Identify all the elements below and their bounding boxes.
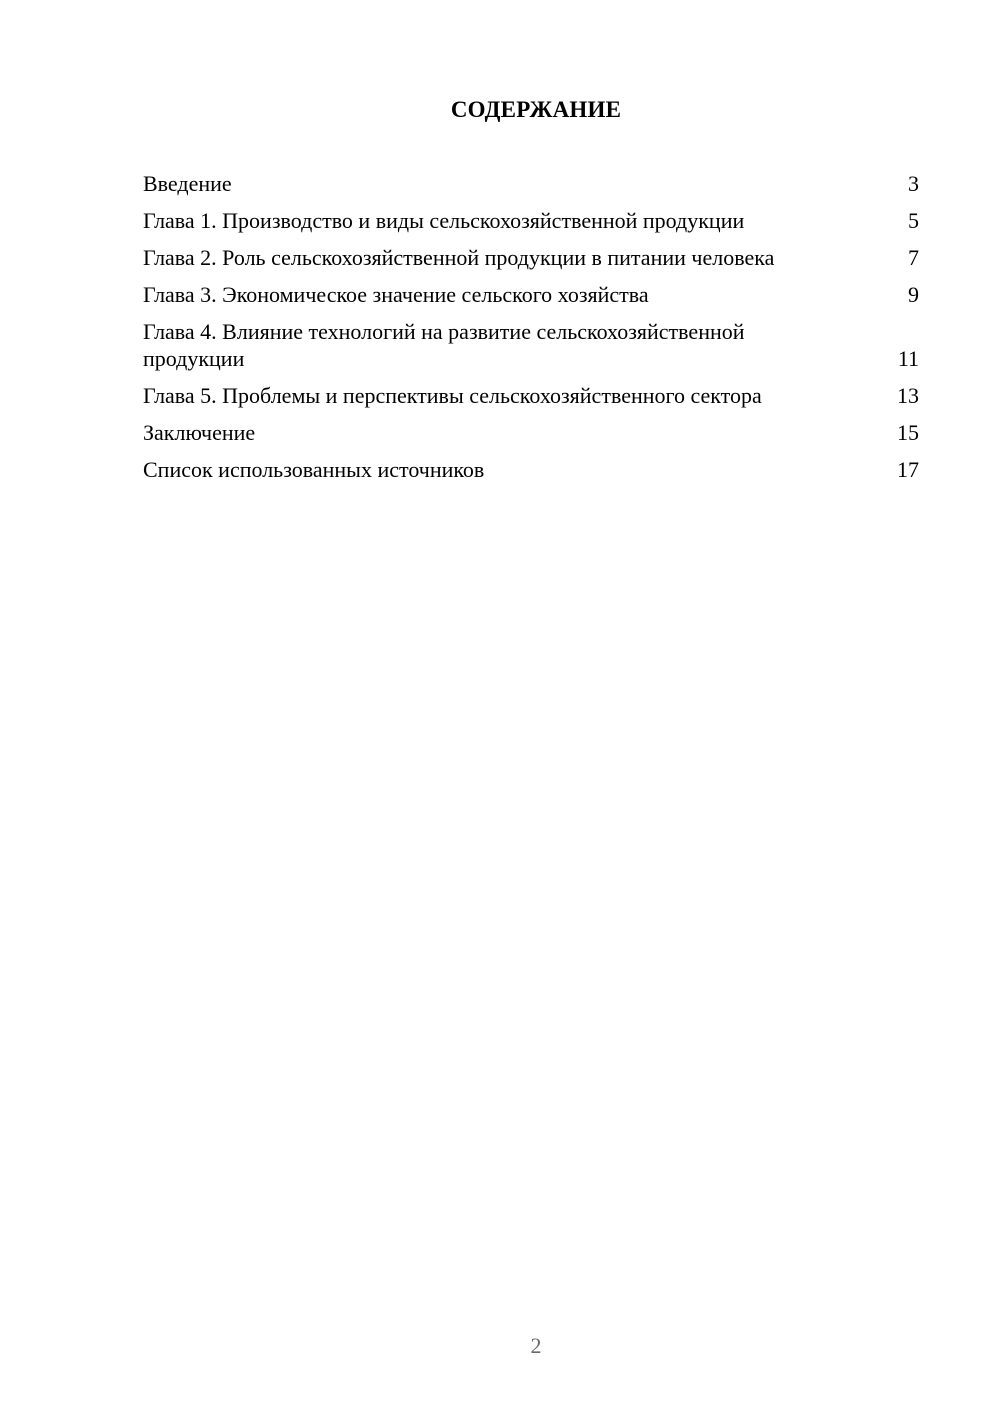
toc-entry-chapter-4 xyxy=(143,318,919,372)
toc-entry-chapter-1 xyxy=(143,207,919,234)
toc-entry-title: Глава 3. Экономическое значение сельского хозяйства xyxy=(143,282,649,307)
toc-entry-page: 11 xyxy=(897,346,919,371)
page-title: СОДЕРЖАНИЕ xyxy=(450,97,622,122)
page-number: 2 xyxy=(530,1333,542,1358)
toc-entry-title: Заключение xyxy=(143,420,256,445)
toc-entry-page: 15 xyxy=(897,420,919,445)
toc-entry-title: Глава 2. Роль сельскохозяйственной продукции в питании человека xyxy=(143,245,775,270)
toc-entry-title: Введение xyxy=(143,171,232,196)
toc-entry-title: Глава 4. Влияние технологий на развитие сельскохозяйственной продукции xyxy=(143,319,745,371)
toc-entry-conclusion xyxy=(143,419,919,446)
table-of-contents xyxy=(143,170,919,493)
toc-entry-page: 5 xyxy=(908,208,919,233)
toc-entry-title: Список использованных источников xyxy=(143,457,485,482)
toc-entry-page: 9 xyxy=(908,282,919,307)
toc-entry-title: Глава 5. Проблемы и перспективы сельскохозяйственного сектора xyxy=(143,383,762,408)
toc-entry-page: 7 xyxy=(908,245,919,270)
toc-entry-chapter-2 xyxy=(143,244,919,271)
toc-entry-page: 13 xyxy=(897,383,919,408)
toc-entry-references xyxy=(143,456,919,483)
toc-entry-page: 17 xyxy=(897,457,919,482)
toc-entry-page: 3 xyxy=(908,171,919,196)
toc-entry-introduction xyxy=(143,170,919,197)
toc-entry-title: Глава 1. Производство и виды сельскохозяйственной продукции xyxy=(143,208,745,233)
toc-entry-chapter-5 xyxy=(143,382,919,409)
toc-entry-chapter-3 xyxy=(143,281,919,308)
